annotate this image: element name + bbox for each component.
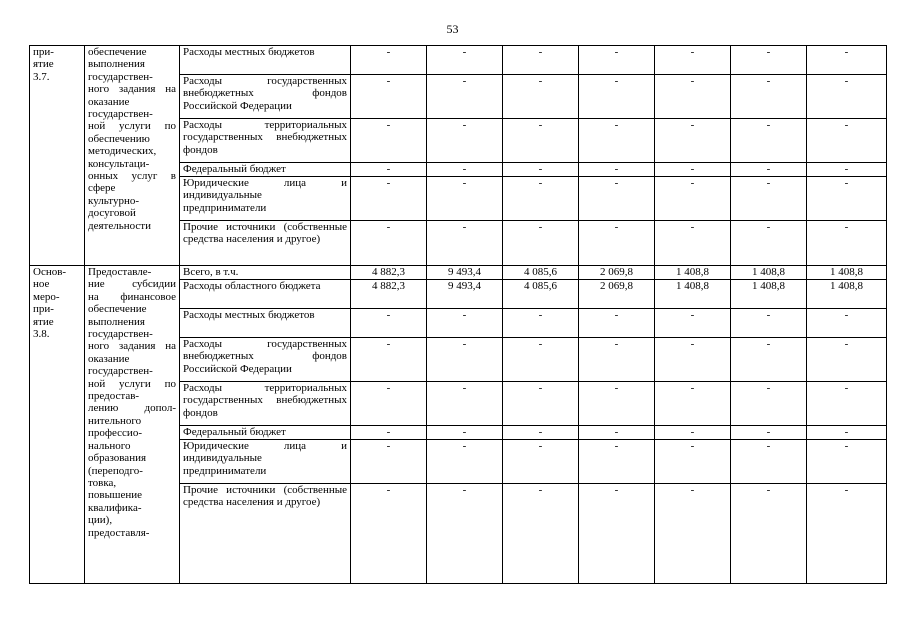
activity-number-cell: Основ- ное меро- при- ятие 3.8. (30, 266, 85, 584)
source-label: Прочие источники (собственные средства населения и другое) (180, 221, 351, 266)
value-cell: 4 882,3 (351, 280, 427, 309)
value-cell: - (807, 75, 887, 119)
value-cell: - (731, 163, 807, 177)
value-cell: - (351, 426, 427, 440)
value-cell: - (731, 484, 807, 584)
value-cell: - (579, 163, 655, 177)
value-cell: - (731, 75, 807, 119)
value-cell: - (427, 426, 503, 440)
value-cell: - (655, 426, 731, 440)
value-cell: - (655, 119, 731, 163)
value-cell: - (427, 119, 503, 163)
value-cell: - (503, 484, 579, 584)
value-cell: - (655, 46, 731, 75)
value-cell: - (503, 309, 579, 338)
value-cell: - (731, 440, 807, 484)
value-cell: - (351, 484, 427, 584)
table-row (30, 46, 887, 75)
value-cell: - (351, 119, 427, 163)
source-label: Расходы местных бюджетов (180, 309, 351, 338)
value-cell: - (351, 75, 427, 119)
value-cell: - (655, 440, 731, 484)
value-cell: - (579, 484, 655, 584)
value-cell: 1 408,8 (807, 280, 887, 309)
value-cell: - (427, 177, 503, 221)
value-cell: - (807, 177, 887, 221)
value-cell: - (351, 440, 427, 484)
source-label: Федеральный бюджет (180, 426, 351, 440)
value-cell: - (731, 119, 807, 163)
value-cell: - (351, 163, 427, 177)
value-cell: - (579, 75, 655, 119)
source-label: Расходы территориальных государственных внебюджетных фондов (180, 382, 351, 426)
value-cell: - (807, 426, 887, 440)
value-cell: 2 069,8 (579, 280, 655, 309)
value-cell: - (655, 382, 731, 426)
value-cell: - (503, 338, 579, 382)
value-cell: - (427, 338, 503, 382)
value-cell: - (579, 221, 655, 266)
source-label: Юридические лица и индивидуальные предприниматели (180, 440, 351, 484)
value-cell: - (503, 46, 579, 75)
value-cell: - (427, 221, 503, 266)
value-cell: - (731, 309, 807, 338)
value-cell: - (351, 46, 427, 75)
value-cell: - (351, 177, 427, 221)
value-cell: - (807, 484, 887, 584)
value-cell: 1 408,8 (731, 266, 807, 280)
value-cell: - (503, 163, 579, 177)
value-cell: - (807, 309, 887, 338)
activity-number-cell: при- ятие 3.7. (30, 46, 85, 266)
value-cell: 9 493,4 (427, 266, 503, 280)
value-cell: - (579, 177, 655, 221)
value-cell: - (503, 177, 579, 221)
value-cell: - (427, 309, 503, 338)
value-cell: - (351, 309, 427, 338)
activity-description-cell: Предоставле- ние субсидии на финансовое обеспечение выполнения государствен- ного задания на оказание государствен- ной услуги по предостав- лению допол- нительного профессио- нального образования (переподго- товка, повышение квалифика- ции), предоставля- (85, 266, 180, 584)
value-cell: - (807, 119, 887, 163)
value-cell: 1 408,8 (655, 266, 731, 280)
value-cell: - (427, 382, 503, 426)
value-cell: - (655, 163, 731, 177)
table-row (30, 266, 887, 280)
value-cell: 2 069,8 (579, 266, 655, 280)
value-cell: - (731, 426, 807, 440)
source-label: Федеральный бюджет (180, 163, 351, 177)
value-cell: - (655, 484, 731, 584)
value-cell: - (731, 338, 807, 382)
value-cell: - (579, 46, 655, 75)
value-cell: - (807, 46, 887, 75)
value-cell: - (579, 426, 655, 440)
value-cell: - (655, 75, 731, 119)
value-cell: - (807, 338, 887, 382)
source-label: Всего, в т.ч. (180, 266, 351, 280)
value-cell: 9 493,4 (427, 280, 503, 309)
value-cell: - (427, 484, 503, 584)
value-cell: - (351, 382, 427, 426)
value-cell: - (807, 440, 887, 484)
source-label: Расходы территориальных государственных внебюджетных фондов (180, 119, 351, 163)
value-cell: - (503, 382, 579, 426)
value-cell: - (655, 309, 731, 338)
value-cell: - (579, 440, 655, 484)
source-label: Расходы государственных внебюджетных фондов Российской Федерации (180, 338, 351, 382)
value-cell: - (503, 221, 579, 266)
value-cell: - (655, 177, 731, 221)
value-cell: - (655, 338, 731, 382)
value-cell: - (579, 309, 655, 338)
value-cell: 1 408,8 (731, 280, 807, 309)
value-cell: - (427, 440, 503, 484)
value-cell: - (731, 221, 807, 266)
value-cell: - (807, 221, 887, 266)
value-cell: - (427, 163, 503, 177)
value-cell: - (351, 221, 427, 266)
value-cell: 4 085,6 (503, 280, 579, 309)
value-cell: - (655, 221, 731, 266)
value-cell: - (731, 382, 807, 426)
value-cell: - (351, 338, 427, 382)
value-cell: - (427, 75, 503, 119)
source-label: Прочие источники (собственные средства населения и другое) (180, 484, 351, 584)
value-cell: - (579, 338, 655, 382)
source-label: Юридические лица и индивидуальные предприниматели (180, 177, 351, 221)
source-label: Расходы областного бюджета (180, 280, 351, 309)
value-cell: - (503, 426, 579, 440)
source-label: Расходы местных бюджетов (180, 46, 351, 75)
value-cell: - (807, 382, 887, 426)
source-label: Расходы государственных внебюджетных фондов Российской Федерации (180, 75, 351, 119)
value-cell: - (503, 440, 579, 484)
value-cell: 1 408,8 (807, 266, 887, 280)
page-number: 53 (446, 22, 459, 36)
value-cell: - (579, 382, 655, 426)
value-cell: - (579, 119, 655, 163)
value-cell: 1 408,8 (655, 280, 731, 309)
value-cell: - (807, 163, 887, 177)
value-cell: 4 085,6 (503, 266, 579, 280)
value-cell: 4 882,3 (351, 266, 427, 280)
funding-table (29, 45, 887, 584)
value-cell: - (503, 75, 579, 119)
activity-description-cell: обеспечение выполнения государствен- ного задания на оказание государствен- ной услуги по обеспечению методических, консультаци- онных услуг в сфере культурно- досуговой деятельности (85, 46, 180, 266)
value-cell: - (427, 46, 503, 75)
value-cell: - (503, 119, 579, 163)
value-cell: - (731, 46, 807, 75)
value-cell: - (731, 177, 807, 221)
